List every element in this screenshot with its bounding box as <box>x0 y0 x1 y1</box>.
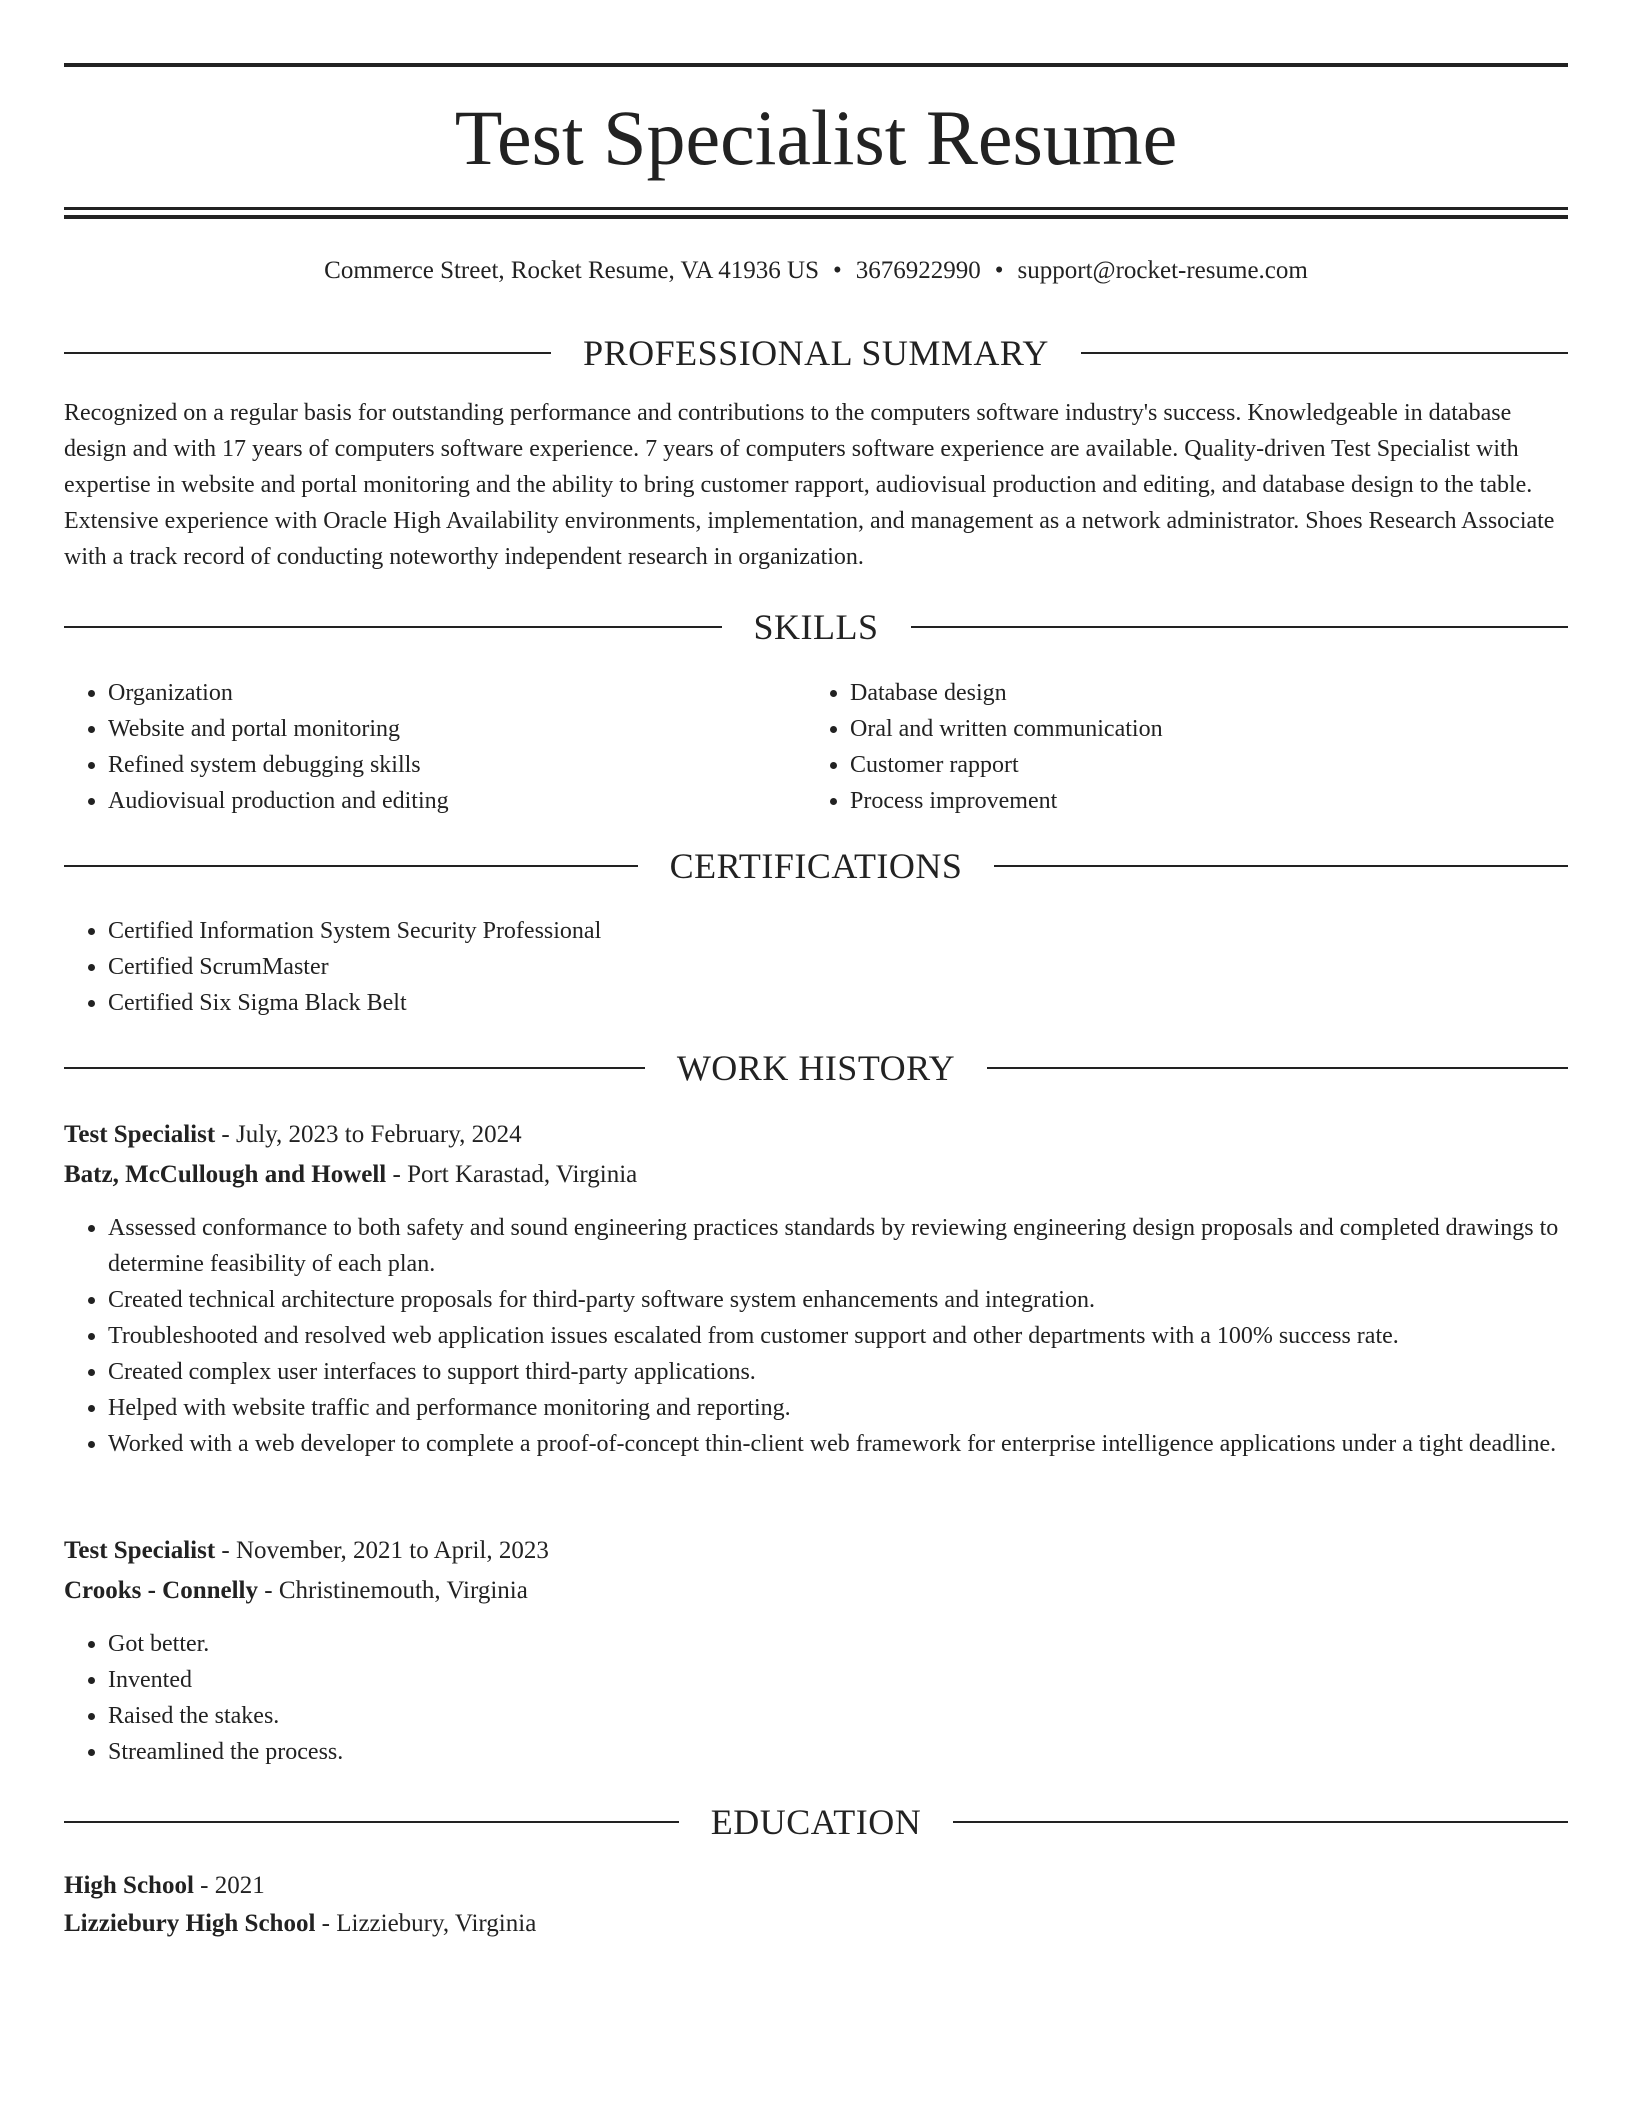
certification-item: • Certified ScrumMaster <box>108 949 1568 985</box>
summary-text: Recognized on a regular basis for outstanding performance and contributions to the computers software industry's success. Knowledgeable in database design and with 17 years of computers software experience. 7 years of computers software experience are available. Quality-driven Test Specialist with expertise in website and portal monitoring and the ability to bring customer rapport, audiovisual production and editing, and database design to the table. Extensive experience with Oracle High Availability environments, implementation, and management as a network administrator. Shoes Research Associate with a track record of conducting noteworthy independent research in organization. <box>64 400 1555 570</box>
job-dash: - <box>215 1121 236 1148</box>
education-heading <box>64 1800 1568 1844</box>
job-2-dates: November, 2021 to April, 2023 <box>236 1537 549 1564</box>
skill-item: • Website and portal monitoring <box>108 711 808 747</box>
job-bullet: • Helped with website traffic and performance monitoring and reporting. <box>108 1390 1568 1426</box>
job-2-location: Christinemouth, Virginia <box>278 1577 528 1604</box>
education-degree-line <box>64 1868 265 1904</box>
heading-rule-right <box>911 626 1569 628</box>
job-bullet: • Worked with a web developer to complete a proof-of-concept thin-client web framework for enterprise intelligence applications under a tight deadline. <box>108 1426 1568 1462</box>
education-degree: High School <box>64 1872 194 1899</box>
education-school-line <box>64 1906 536 1942</box>
heading-rule-right <box>987 1067 1568 1069</box>
contact-phone: 3676922990 <box>855 257 981 284</box>
certifications-heading <box>64 844 1568 888</box>
title-rule-upper <box>64 207 1568 210</box>
certification-item: • Certified Six Sigma Black Belt <box>108 985 1568 1021</box>
job-bullet: • Created complex user interfaces to support third-party applications. <box>108 1354 1568 1390</box>
contact-line <box>64 253 1568 289</box>
heading-rule-right <box>1081 352 1568 354</box>
certification-item: • Certified Information System Security Professional <box>108 913 1568 949</box>
heading-rule-left <box>64 865 638 867</box>
skill-item: • Organization <box>108 675 808 711</box>
job-bullet: • Invented <box>108 1662 1568 1698</box>
skills-heading <box>64 605 1568 649</box>
job-bullet: • Got better. <box>108 1626 1568 1662</box>
job-dash: - <box>215 1537 236 1564</box>
skills-heading-label: SKILLS <box>753 607 879 647</box>
heading-rule-left <box>64 1821 679 1823</box>
skill-item: • Process improvement <box>850 783 1550 819</box>
heading-rule-left <box>64 1067 645 1069</box>
job-1-location: Port Karastad, Virginia <box>407 1161 638 1188</box>
skill-item: • Refined system debugging skills <box>108 747 808 783</box>
certifications-list <box>64 913 1568 1021</box>
skill-item: • Audiovisual production and editing <box>108 783 808 819</box>
job-bullet: • Created technical architecture proposals for third-party software system enhancements and integration. <box>108 1282 1568 1318</box>
certifications-heading-label: CERTIFICATIONS <box>669 846 963 886</box>
education-school: Lizziebury High School <box>64 1910 316 1937</box>
job-1-dates: July, 2023 to February, 2024 <box>236 1121 522 1148</box>
skill-item: • Customer rapport <box>850 747 1550 783</box>
job-bullet: • Streamlined the process. <box>108 1734 1568 1770</box>
job-bullet: • Assessed conformance to both safety and sound engineering practices standards by reviewing engineering design proposals and completed drawings to determine feasibility of each plan. <box>108 1210 1568 1282</box>
job-2-company-line <box>64 1573 528 1609</box>
contact-email: support@rocket-resume.com <box>1017 257 1308 284</box>
job-1-title-line <box>64 1117 522 1153</box>
skill-item: • Oral and written communication <box>850 711 1550 747</box>
heading-rule-right <box>953 1821 1568 1823</box>
job-1-bullets <box>64 1210 1568 1462</box>
job-2-title: Test Specialist <box>64 1537 216 1564</box>
education-dash: - <box>315 1910 337 1937</box>
education-dash: - <box>193 1872 215 1899</box>
job-1-title: Test Specialist <box>64 1121 216 1148</box>
heading-rule-right <box>994 865 1568 867</box>
skills-list-right <box>806 675 1550 819</box>
job-bullet: • Raised the stakes. <box>108 1698 1568 1734</box>
skill-item: • Database design <box>850 675 1550 711</box>
job-1-company: Batz, McCullough and Howell <box>64 1161 387 1188</box>
job-2-bullets <box>64 1626 1568 1770</box>
job-dash: - <box>386 1161 408 1188</box>
education-location: Lizziebury, Virginia <box>336 1910 537 1937</box>
top-rule <box>64 63 1568 67</box>
heading-rule-left <box>64 626 722 628</box>
education-heading-label: EDUCATION <box>710 1802 922 1842</box>
skills-list-left <box>64 675 808 819</box>
job-2-title-line <box>64 1533 549 1569</box>
job-bullet: • Troubleshooted and resolved web application issues escalated from customer support and other departments with a 100% success rate. <box>108 1318 1568 1354</box>
summary-heading-label: PROFESSIONAL SUMMARY <box>583 333 1049 373</box>
heading-rule-left <box>64 352 551 354</box>
job-2-company: Crooks - Connelly <box>64 1577 259 1604</box>
job-1-company-line <box>64 1157 637 1193</box>
contact-separator: • <box>994 257 1004 284</box>
education-year: 2021 <box>214 1872 265 1899</box>
contact-separator: • <box>833 257 842 284</box>
title-rule-lower <box>64 215 1568 219</box>
job-dash: - <box>258 1577 279 1604</box>
work-history-heading <box>64 1046 1568 1090</box>
resume-title: Test Specialist Resume <box>454 94 1178 181</box>
work-history-heading-label: WORK HISTORY <box>676 1048 956 1088</box>
contact-address: Commerce Street, Rocket Resume, VA 41936 US <box>324 257 820 284</box>
summary-heading <box>64 331 1568 375</box>
